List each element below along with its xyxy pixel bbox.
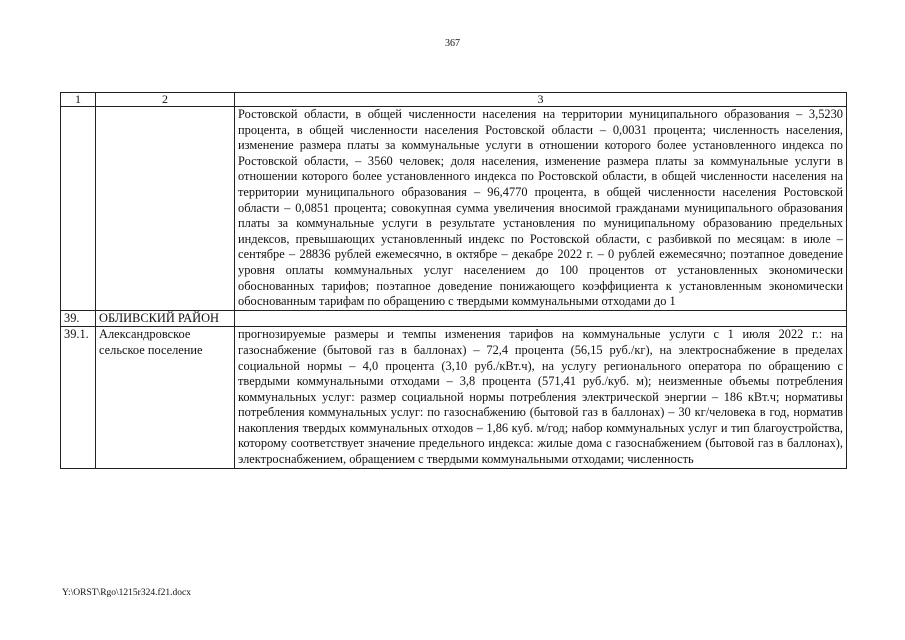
table-row	[61, 310, 847, 327]
header-col-1: 1	[61, 93, 96, 107]
row-number: 39.1.	[61, 327, 96, 468]
row-name	[96, 107, 235, 311]
header-col-3: 3	[235, 93, 847, 107]
row-number	[61, 107, 96, 311]
row-name: ОБЛИВСКИЙ РАЙОН	[96, 310, 235, 327]
document-table	[60, 92, 847, 469]
row-number: 39.	[61, 310, 96, 327]
row-text: Ростовской области, в общей численности населения на территории муниципального образования – 3,5230 процента, в общей численности населения Ростовской области – 0,0031 процента; численность населения, изменение размера платы за коммунальные услуги в отношении которого более установленного индекса по Ростовской области, – 3560 человек; доля населения, изменение размера платы за коммунальные услуги в отношении которого более установленного индекса по Ростовской области, в общей численности населения на территории муниципального образования – 96,4770 процента, в общей численности населения Ростовской области – 0,0851 процента; совокупная сумма увеличения вносимой гражданами муниципального образования платы за коммунальные услуги в результате установления по муниципальному образованию предельных индексов, превышающих установленный индекс по Ростовской области, с разбивкой по месяцам: в июле – сентябре – 28836 рублей ежемесячно, в октябре – декабре 2022 г. – 0 рублей ежемесячно; поэтапное доведение уровня оплаты коммунальных услуг населением до 100 процентов от установленных экономически обоснованных тарифов; поэтапное доведение понижающего коэффициента к установленным экономически обоснованным тарифам по обращению с твердыми коммунальными отходами до 1	[235, 107, 847, 311]
table-row	[61, 327, 847, 468]
table-header-row	[61, 93, 847, 107]
row-text: прогнозируемые размеры и темпы изменения тарифов на коммунальные услуги с 1 июля 2022 г.: на газоснабжение (бытовой газ в баллонах) – 72,4 процента (56,15 руб./кг), на электроснабжение в пределах социальной нормы – 4,0 процента (3,10 руб./кВт.ч), на услугу регионального оператора по обращению с твердыми коммунальными отходами – 3,8 процента (571,41 руб./куб. м); неизменные объемы потребления коммунальных услуг: размер социальной нормы потребления электрической энергии – 186 кВт.ч; нормативы потребления коммунальных услуг: по газоснабжению (бытовой газ в баллонах) – 30 кг/человека в год, норматив накопления твердых коммунальных отходов – 1,86 куб. м/год; набор коммунальных услуг и тип благоустройства, которому соответствует значение предельного индекса: жилые дома с газоснабжением (бытовой газ в баллонах), электроснабжением, обращением с твердыми коммунальными отходами; численность	[235, 327, 847, 468]
table-row	[61, 107, 847, 311]
row-text	[235, 310, 847, 327]
row-name: Александровское сельское поселение	[96, 327, 235, 468]
header-col-2: 2	[96, 93, 235, 107]
file-path-footer: Y:\ORST\Rgo\1215r324.f21.docx	[62, 588, 191, 598]
page-number: 367	[445, 38, 460, 49]
